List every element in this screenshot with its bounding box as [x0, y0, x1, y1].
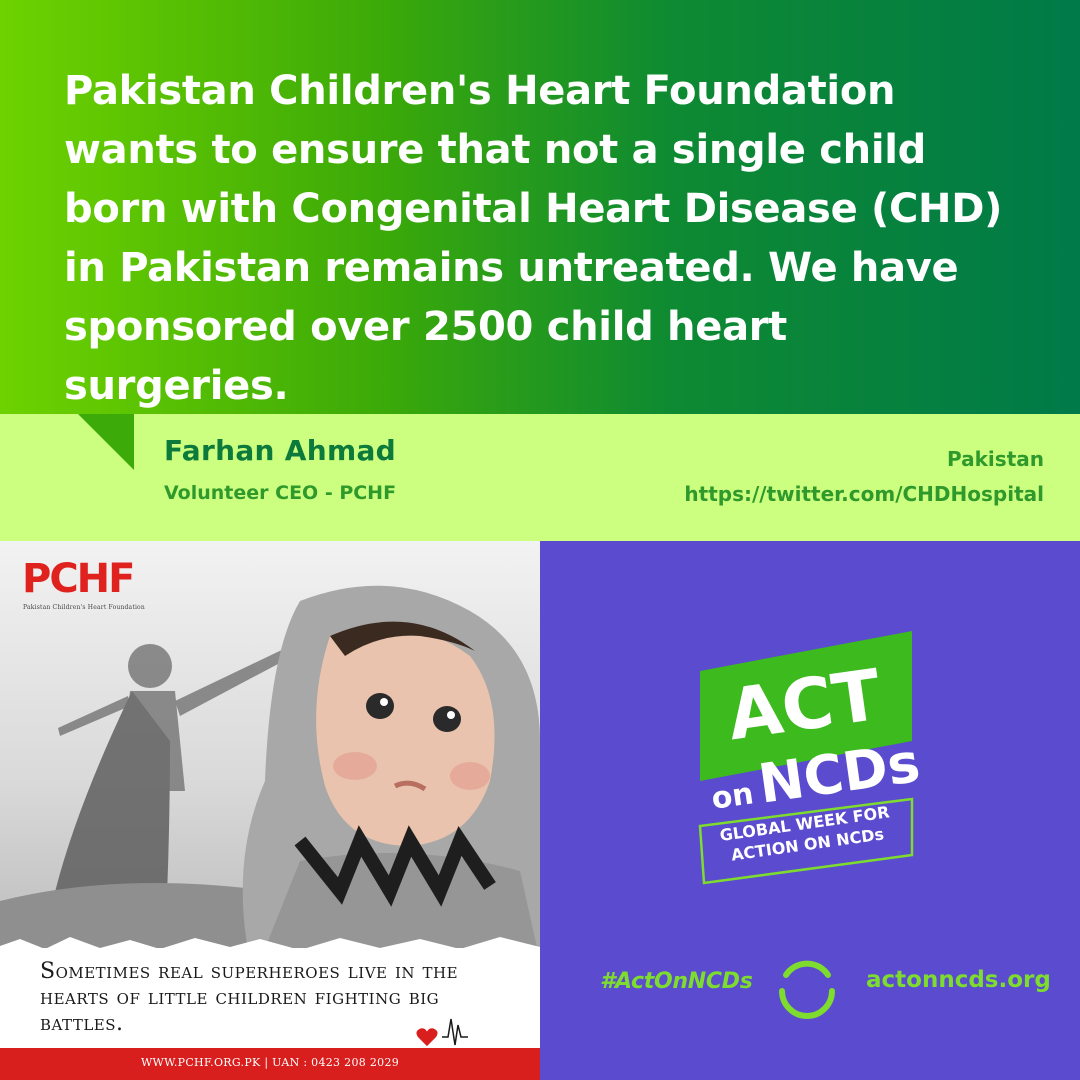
campaign-website-link[interactable]: actonncds.org — [866, 967, 1051, 993]
poster-tagline: Sometimes real superheroes live in the hearts of little children fighting big battles. — [40, 959, 459, 1036]
person-name: Farhan Ahmad — [164, 434, 397, 467]
act-on-ncds-logo — [690, 631, 930, 891]
quote-text: Pakistan Children's Heart Foundation wants to ensure that not a single child born with Congenital Heart Disease (CHD) in Pakistan remains untreated. We have sponsored over 2500 child heart surgeries. — [64, 68, 1003, 409]
logo-act-text: ACT — [722, 653, 886, 757]
attribution-band — [0, 414, 1080, 541]
campaign-hashtag: #ActOnNCDs — [600, 969, 753, 994]
pchf-logo-subtitle: Pakistan Children's Heart Foundation — [23, 604, 145, 611]
person-role: Volunteer CEO - PCHF — [164, 482, 397, 504]
pchf-logo: PCHF — [22, 556, 134, 602]
ring-logo-icon — [772, 951, 842, 1021]
logo-on-text: on — [709, 776, 756, 817]
quote-band — [0, 0, 1080, 414]
heartbeat-line-icon — [442, 1015, 468, 1047]
pchf-poster — [0, 541, 540, 1080]
twitter-link[interactable]: https://twitter.com/CHDHospital — [684, 482, 1044, 506]
logo-global-week-text: GLOBAL WEEK FOR ACTION ON NCDs — [718, 802, 891, 865]
heart-icon — [416, 1027, 438, 1047]
logo-ncds-text: NCDs — [754, 730, 924, 816]
poster-footer-text: WWW.PCHF.ORG.PK | UAN : 0423 208 2029 — [140, 1056, 400, 1069]
act-on-ncds-panel — [540, 541, 1080, 1080]
speech-bubble-tail-icon — [78, 414, 134, 470]
person-country: Pakistan — [947, 447, 1044, 471]
